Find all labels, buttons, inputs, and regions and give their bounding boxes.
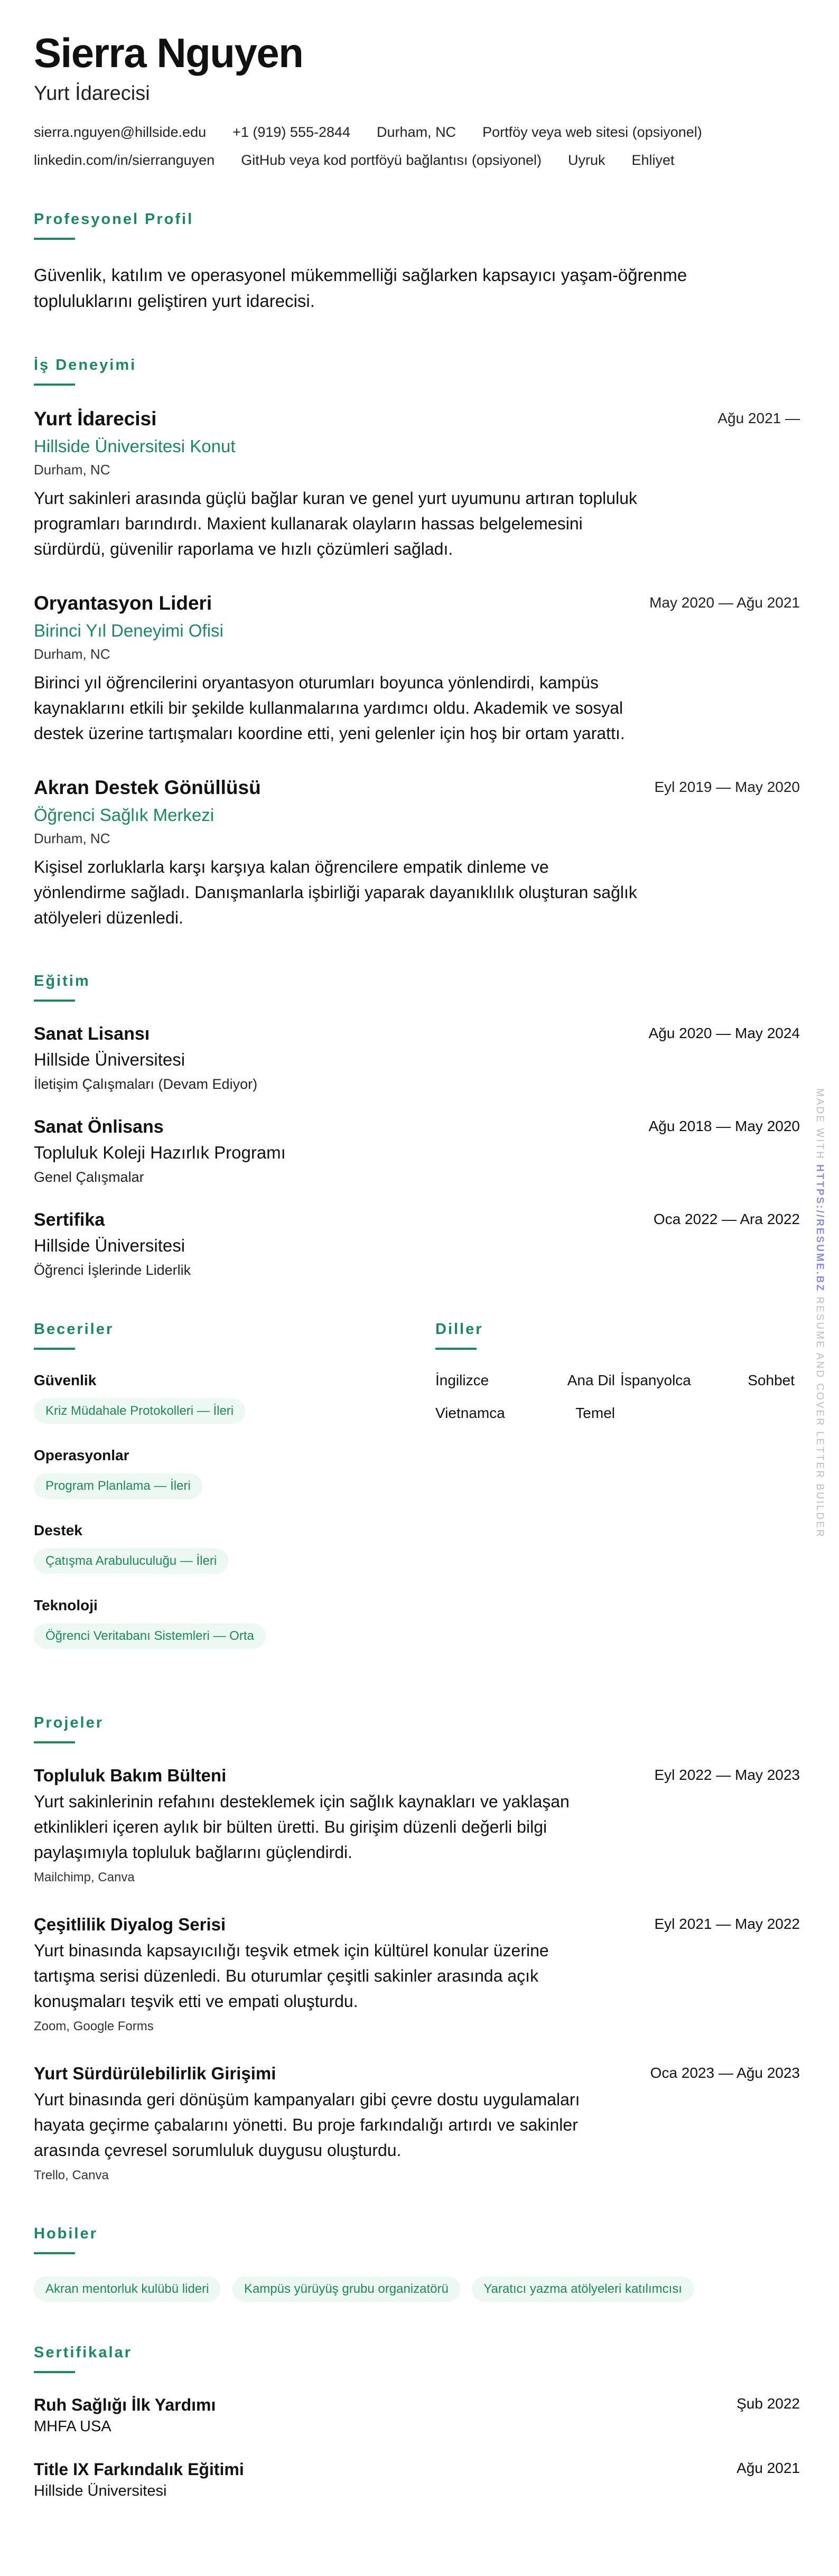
project-title: Çeşitlilik Diyalog Serisi [34,1914,226,1934]
skill-group [34,1522,435,1574]
job-title: Yurt İdarecisi [34,407,157,430]
job-organization: Hillside Üniversitesi Konut [34,436,236,456]
skill-category: Güvenlik [34,1371,97,1388]
education-entry [34,1117,800,1186]
section-title: Profesyonel Profil [34,210,194,228]
contact-website[interactable]: Portföy veya web sitesi (opsiyonel) [482,124,702,140]
section-divider [435,1348,477,1350]
contact-nationality: Uyruk [568,152,605,168]
skill-category: Teknoloji [34,1597,98,1613]
job-organization: Birinci Yıl Deneyimi Ofisi [34,620,223,640]
certifications-section [34,2344,800,2500]
skill-pill: Öğrenci Veritabanı Sistemleri — Orta [34,1623,266,1649]
section-title: Diller [435,1320,483,1338]
job-date: Ağu 2021 — [717,409,800,426]
job-location: Durham, NC [34,461,110,478]
certification-entry [34,2460,800,2500]
watermark-link[interactable]: HTTPS://RESUME.BZ [814,1164,825,1293]
job-description: Kişisel zorluklarla karşı karşıya kalan öğrencilere empatik dinleme ve yönlendirme sağladı. Danışmanlarla işbirliği yaparak dayanıklılık oluşturan sağlık atölyeleri düzenledi. [34,857,637,927]
school-name: Hillside Üniversitesi [34,1235,185,1255]
degree-title: Sertifika [34,1209,105,1230]
skill-group [34,1372,435,1424]
certification-issuer: Hillside Üniversitesi [34,2482,167,2499]
hobby-pill: Akran mentorluk kulübü lideri [34,2276,220,2302]
made-with-watermark [814,1088,825,1538]
section-divider [34,2371,75,2373]
candidate-role: Yurt İdarecisi [34,82,150,105]
project-description: Yurt binasında geri dönüşüm kampanyaları gibi çevre dostu uygulamaları hayata geçirme çabalarını yönetti. Bu proje farkındalığı artırdı ve sakinler arasında çevresel sorumluluk duygusu oluşturdu. [34,2089,580,2160]
language-name: İspanyolca [620,1371,691,1388]
certification-entry [34,2395,800,2435]
job-date: Eyl 2019 — May 2020 [654,778,800,795]
degree-title: Sanat Lisansı [34,1023,150,1044]
project-tools: Zoom, Google Forms [34,2019,154,2033]
language-level: Ana Dil [567,1371,615,1388]
skill-group [34,1447,435,1499]
education-date: Ağu 2018 — May 2020 [648,1117,800,1134]
experience-section [34,357,800,930]
project-entry [34,1766,800,1885]
education-date: Ağu 2020 — May 2024 [648,1024,800,1041]
job-date: May 2020 — Ağu 2021 [649,594,800,611]
contact-linkedin[interactable]: linkedin.com/in/sierranguyen [34,152,215,168]
section-divider [34,384,75,386]
languages-grid [435,1372,800,1422]
job-entry [34,592,800,746]
section-title: Hobiler [34,2225,98,2242]
skill-pill: Program Planlama — İleri [34,1473,202,1499]
watermark-prefix: MADE WITH [814,1088,825,1160]
job-organization: Öğrenci Sağlık Merkezi [34,805,215,825]
certification-date: Şub 2022 [737,2395,800,2412]
skill-group [34,1597,435,1649]
contact-phone[interactable]: +1 (919) 555-2844 [232,124,351,140]
language-level: Sohbet [748,1371,795,1388]
watermark-suffix: RESUME AND COVER LETTER BUILDER [814,1296,825,1538]
contact-license: Ehliyet [631,152,675,168]
education-section [34,973,800,1278]
language-name: Vietnamca [435,1404,505,1421]
project-date: Oca 2023 — Ağu 2023 [650,2064,800,2081]
degree-title: Sanat Önlisans [34,1116,164,1137]
skill-pill: Kriz Müdahale Protokolleri — İleri [34,1398,245,1424]
study-field: İletişim Çalışmaları (Devam Ediyor) [34,1076,258,1092]
section-divider [34,1741,75,1743]
skills-languages-row [34,1321,800,1672]
hobbies-list [34,2276,800,2302]
section-title: Eğitim [34,972,90,990]
skill-category: Operasyonlar [34,1446,129,1463]
section-title: İş Deneyimi [34,356,137,374]
job-entry [34,408,800,562]
school-name: Topluluk Koleji Hazırlık Programı [34,1142,286,1162]
project-description: Yurt binasında kapsayıcılığı teşvik etmek için kültürel konular üzerine tartışma serisi düzenledi. Bu oturumlar çeşitli sakinler arasında açık konuşmaları teşvik etti ve empati oluşturdu. [34,1940,549,2011]
language-name: İngilizce [435,1371,489,1388]
project-tools: Trello, Canva [34,2168,109,2182]
job-description: Yurt sakinleri arasında güçlü bağlar kuran ve genel yurt uyumunu artıran topluluk programları barındırdı. Maxient kullanarak olayların hassas belgelemesini sürdürdü, güvenilir raporlama ve hızlı çözümleri sağladı. [34,488,637,558]
section-title: Projeler [34,1714,104,1731]
job-title: Akran Destek Gönüllüsü [34,776,261,798]
education-entry [34,1210,800,1278]
school-name: Hillside Üniversitesi [34,1049,185,1069]
contact-github[interactable]: GitHub veya kod portföyü bağlantısı (opsiyonel) [241,152,542,168]
study-field: Öğrenci İşlerinde Liderlik [34,1262,191,1278]
section-divider [34,2252,75,2254]
candidate-name: Sierra Nguyen [34,30,303,76]
job-location: Durham, NC [34,646,110,662]
project-title: Topluluk Bakım Bülteni [34,1765,227,1785]
profile-section [34,211,800,314]
projects-section [34,1714,800,2183]
study-field: Genel Çalışmalar [34,1169,144,1185]
project-tools: Mailchimp, Canva [34,1870,135,1884]
education-date: Oca 2022 — Ara 2022 [653,1210,800,1227]
project-title: Yurt Sürdürülebilirlik Girişimi [34,2063,276,2083]
skill-pill: Çatışma Arabuluculuğu — İleri [34,1548,228,1574]
skill-category: Destek [34,1522,82,1538]
hobby-pill: Kampüs yürüyüş grubu organizatörü [232,2276,460,2302]
job-location: Durham, NC [34,830,110,846]
section-divider [34,238,75,240]
languages-section [435,1321,800,1672]
section-title: Beceriler [34,1320,114,1338]
certification-name: Ruh Sağlığı İlk Yardımı [34,2395,216,2414]
language-level: Temel [575,1404,615,1421]
skills-section [34,1321,435,1672]
project-description: Yurt sakinlerinin refahını desteklemek için sağlık kaynakları ve yaklaşan etkinlikleri içeren aylık bir bülten üretti. Bu girişim düzenli değerli bilgi paylaşımıyla topluluk bağlarını güçlendirdi. [34,1791,570,1862]
profile-summary: Güvenlik, katılım ve operasyonel mükemmelliği sağlarken kapsayıcı yaşam-öğrenme topluluklarını geliştiren yurt idarecisi. [34,265,687,311]
section-divider [34,1348,75,1350]
hobbies-section [34,2225,800,2302]
job-title: Oryantasyon Lideri [34,592,212,614]
contact-email[interactable]: sierra.nguyen@hillside.edu [34,124,207,140]
certification-date: Ağu 2021 [737,2459,800,2476]
certification-issuer: MHFA USA [34,2418,111,2435]
project-date: Eyl 2022 — May 2023 [654,1766,800,1783]
resume-page [34,32,800,2524]
project-date: Eyl 2021 — May 2022 [654,1915,800,1932]
project-entry [34,2064,800,2183]
contact-list [34,124,800,169]
section-divider [34,1000,75,1002]
contact-location: Durham, NC [377,124,456,140]
certification-name: Title IX Farkındalık Eğitimi [34,2459,244,2479]
job-description: Birinci yıl öğrencilerini oryantasyon oturumları boyunca yönlendirdi, kampüs kaynaklarını etkili bir şekilde kullanmalarına yardımcı oldu. Akademik ve sosyal destek üzerine tartışmaları koordine etti, yeni gelenler için hoş bir ortam yarattı. [34,673,625,743]
job-entry [34,777,800,930]
section-title: Sertifikalar [34,2344,132,2361]
education-entry [34,1024,800,1093]
hobby-pill: Yaratıcı yazma atölyeleri katılımcısı [472,2276,694,2302]
project-entry [34,1915,800,2034]
